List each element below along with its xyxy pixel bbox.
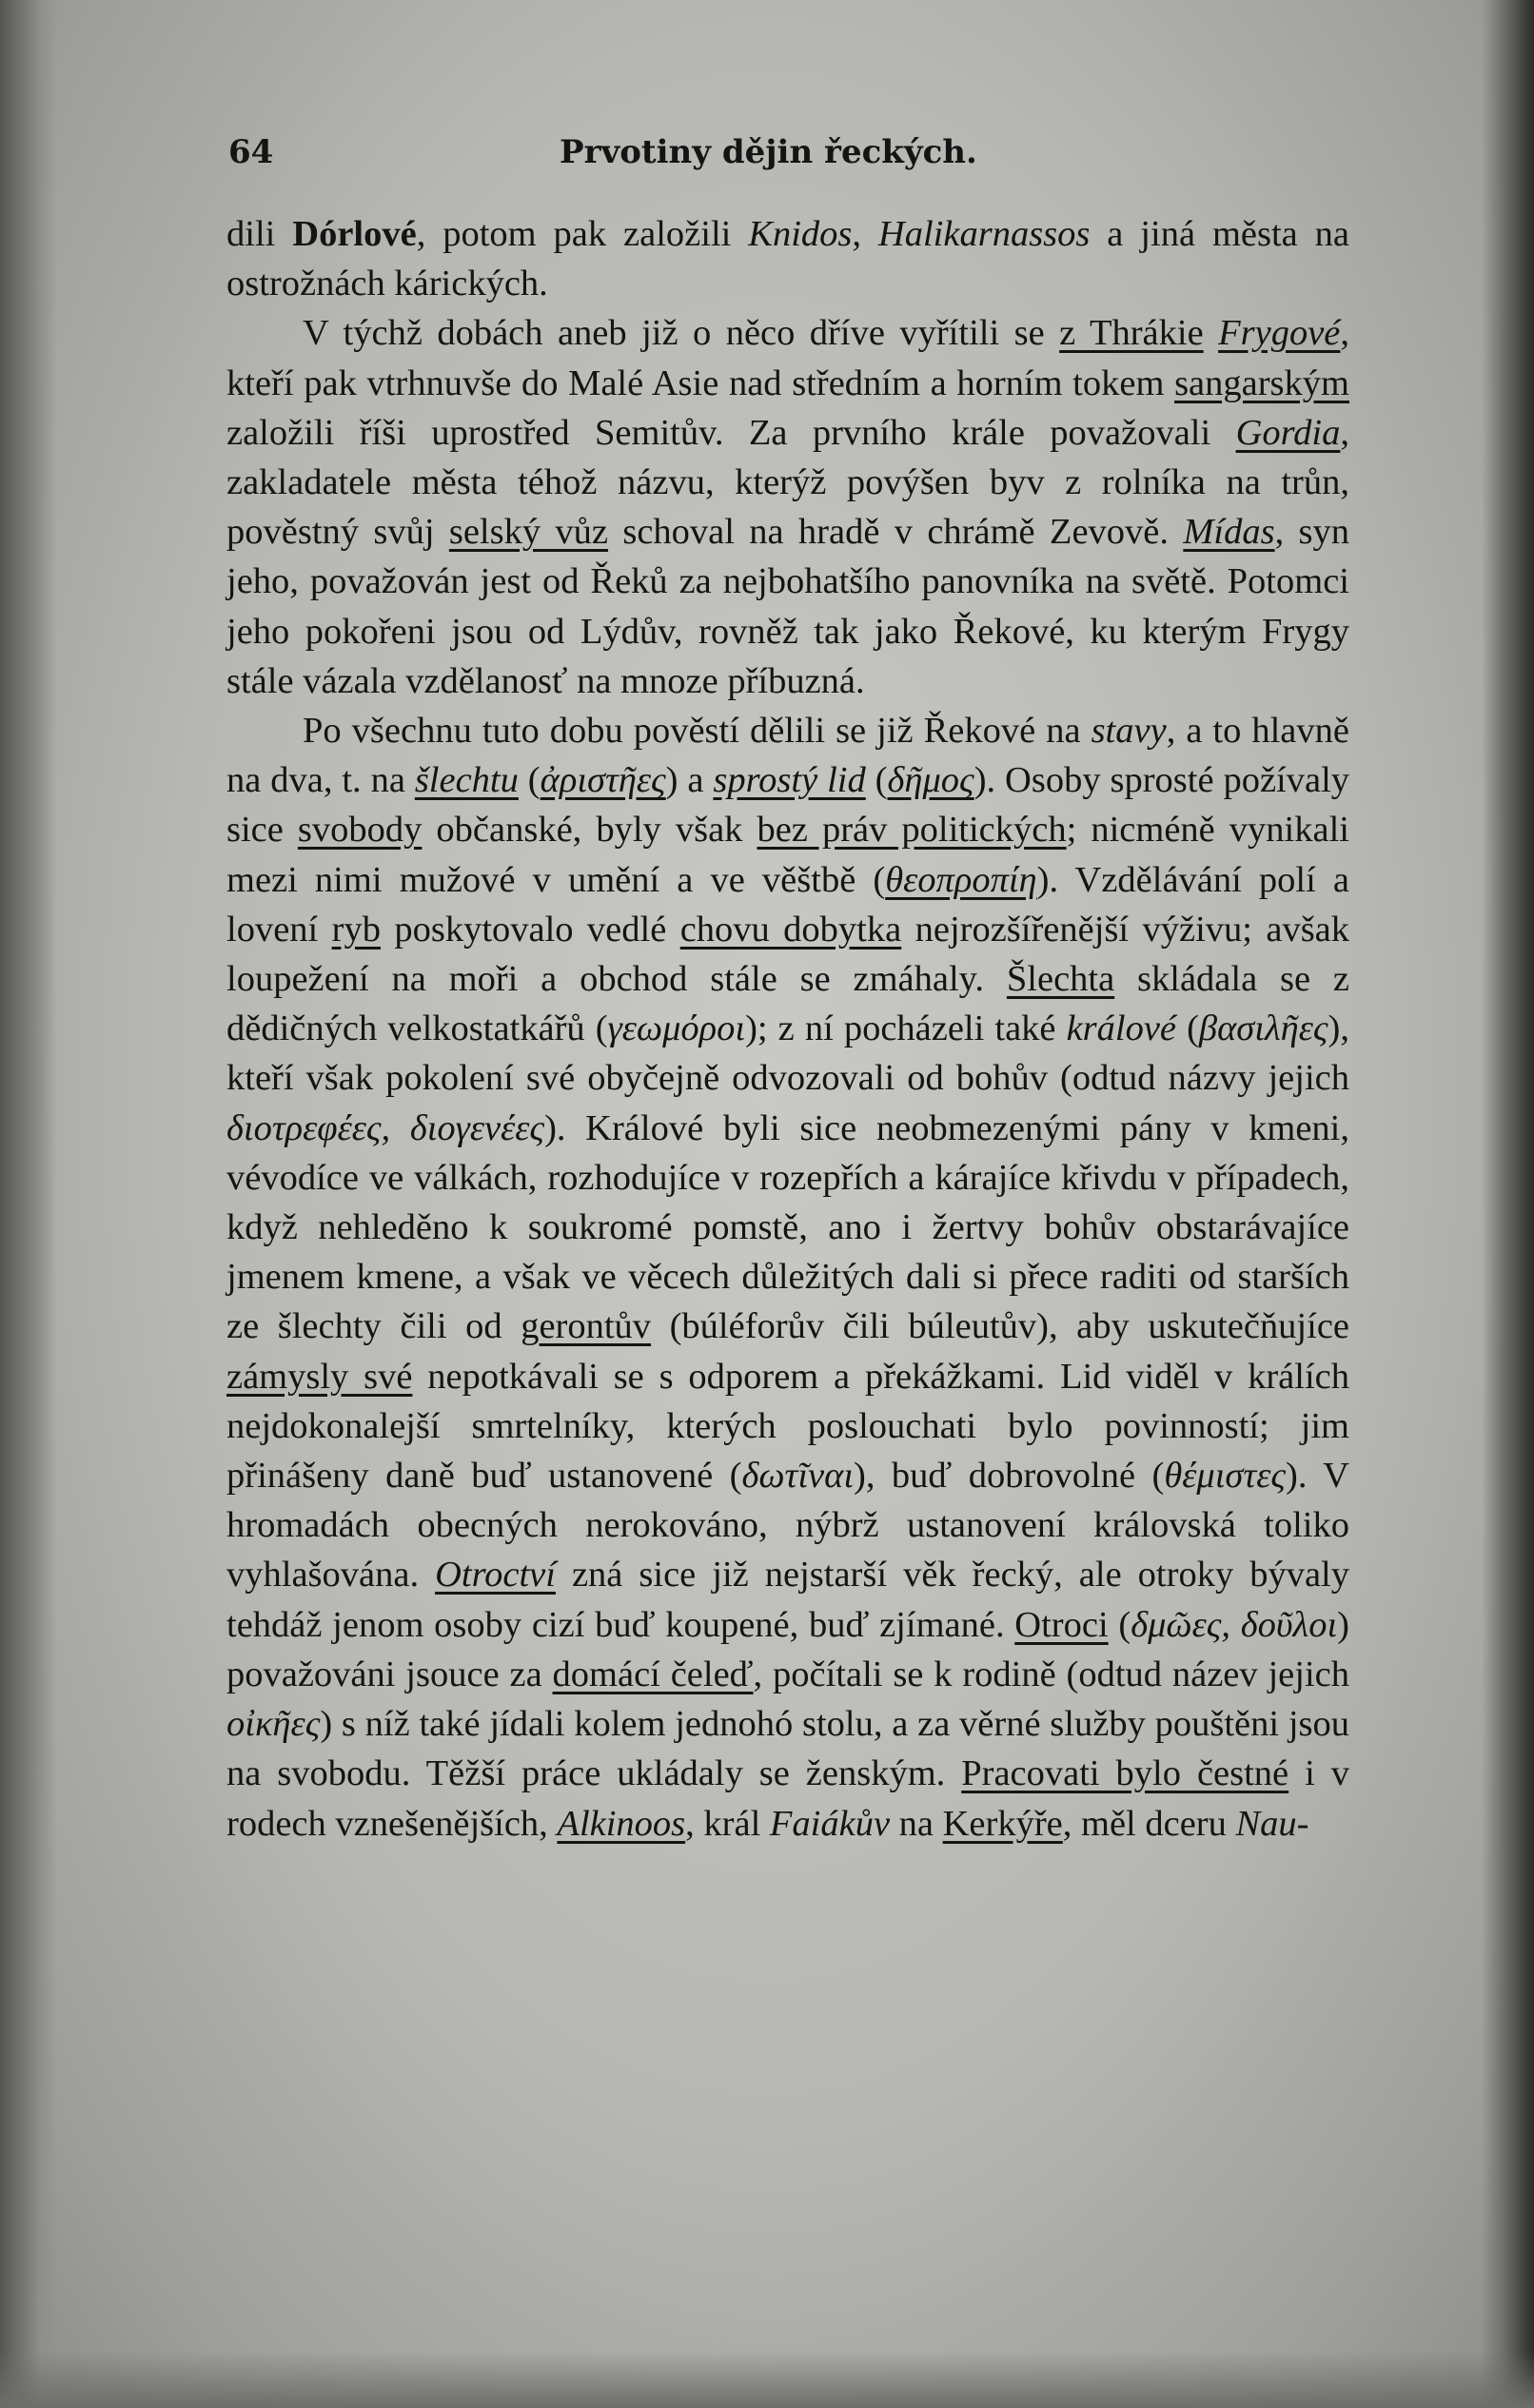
text-run: δωτῖναι <box>741 1456 855 1497</box>
text-run: , počítali se k rodině (odtud název jejich <box>753 1654 1350 1694</box>
text-run: i v rodech vznešenějších, <box>226 1753 1349 1844</box>
text-run: ( <box>1108 1604 1131 1645</box>
page-shadow-bottom <box>0 2351 1534 2408</box>
text-run: sangarským <box>1174 362 1349 403</box>
text-run: Knidos <box>748 214 853 254</box>
text-run: nejrozšířenější výživu; avšak loupežení na moři a obchod stále se zmáhaly. <box>226 909 1350 1000</box>
text-run: ) považováni jsouce za <box>226 1604 1349 1694</box>
text-run: δῆμος <box>887 760 974 801</box>
text-run: nepotkávali se s odporem a překážkami. Lid viděl v králích nejdokonalejší smrtelníky, kterých poslouchati bylo povinností; jim přinášeny daně buď ustanovené ( <box>226 1356 1349 1497</box>
text-run: Mídas <box>1183 512 1275 553</box>
text-run: ); z ní pocházeli také <box>745 1008 1067 1049</box>
text-run: ). Vzdělávání polí a lovení <box>226 859 1350 949</box>
text-run: βασιλῆες <box>1198 1008 1328 1049</box>
running-title: Prvotiny dějin řeckých. <box>560 133 977 171</box>
text-run: (búléforův čili búleutův), aby uskutečňujíce <box>651 1306 1350 1347</box>
text-run: dili <box>226 214 293 254</box>
text-run: , syn jeho, považován jest od Řeků za nejbohatšího panovníka na světě. Potomci jeho pokořeni jsou od Lýdův, rovněž tak jako Řekové, ku kterým Frygy stále vázala vzdělanosť na mnoze příbuzná. <box>226 512 1350 701</box>
text-run: poskytovalo vedlé <box>380 909 680 949</box>
text-run: , zakladatele města téhož názvu, kterýž povýšen byv z rolníka na trůn, pověstný svůj <box>226 412 1349 553</box>
text-run: stavy <box>1091 711 1167 752</box>
text-run: , potom pak založili <box>416 214 749 254</box>
text-run: na <box>890 1803 943 1844</box>
text-run: sprostý lid <box>713 760 866 801</box>
paragraph-2 <box>226 308 1349 706</box>
text-run: ). Osoby sprosté požívaly sice <box>226 760 1350 851</box>
text-run: ( <box>1176 1008 1199 1049</box>
text-run: Otroci <box>1014 1604 1109 1645</box>
text-run: občanské, byly však <box>422 810 757 851</box>
text-run: schoval na hradě v chrámě Zevově. <box>608 512 1184 553</box>
text-run: V týchž dobách aneb již o něco dříve vyřítili se <box>303 313 1060 354</box>
text-run: ) s níž také jídali kolem jednohó stolu, a za věrné služby pouštěni jsou na svobodu. Těžší práce ukládaly se ženským. <box>226 1704 1349 1794</box>
text-run: založili říši uprostřed Semitův. Za prvního krále považovali <box>226 412 1236 453</box>
text-run: Nau- <box>1235 1803 1309 1844</box>
text-run: chovu dobytka <box>679 909 902 949</box>
text-run: a jiná města na ostrožnách kárických. <box>226 214 1350 304</box>
text-run: , kteří pak vtrhnuvše do Malé Asie nad středním a horním tokem <box>226 313 1349 403</box>
text-run: gerontův <box>521 1306 652 1347</box>
text-run: , <box>852 214 878 254</box>
text-run: selský vůz <box>448 512 609 553</box>
paragraph-3 <box>226 706 1349 1849</box>
text-run: οἰκῆες <box>226 1704 321 1745</box>
text-run: ), buď dobrovolné ( <box>854 1456 1165 1497</box>
text-run: Frygové <box>1218 313 1341 354</box>
paragraph-1 <box>226 209 1349 308</box>
text-run: , měl dceru <box>1062 1803 1236 1844</box>
text-run: Gordia <box>1235 412 1341 453</box>
text-run: zná sice již nejstarší věk řecký, ale otroky bývaly tehdáž jenom osoby cizí buď koupené, buď zjímané. <box>226 1555 1349 1645</box>
text-run: ) a <box>665 760 714 801</box>
text-run: ( <box>518 760 541 801</box>
text-run: ). V hromadách obecných nerokováno, nýbrž ustanovení královská toliko vyhlašována. <box>226 1456 1349 1596</box>
text-run: Alkinoos <box>557 1803 686 1844</box>
page-shadow-right <box>1482 0 1534 2408</box>
body-text <box>226 209 1349 1849</box>
text-run: šlechtu <box>414 760 519 801</box>
text-run: Halikarnassos <box>877 214 1091 254</box>
text-run: θέμιστες <box>1164 1456 1286 1497</box>
text-run: bez práv politických <box>757 810 1067 851</box>
text-run: Po všechnu tuto dobu pověstí dělili se již Řekové na <box>303 711 1092 752</box>
page-number: 64 <box>228 133 274 171</box>
text-run: ἀριστῆες <box>540 760 666 801</box>
text-run: γεωμόροι <box>607 1008 746 1049</box>
text-run: ; nicméně vynikali mezi nimi mužové v umění a ve věštbě ( <box>226 810 1349 900</box>
text-run: ryb <box>331 909 381 949</box>
text-run: θεοπροπίη <box>885 859 1037 900</box>
text-run: ). Králové byli sice neobmezenými pány v kmeni, vévodíce ve válkách, rozhodujíce v rozepřích a kárajíce křivdu v případech, když nehleděno k soukromé pomstě, ano i žertvy bohův obstarávajíce jmenem kmene, a však ve věcech důležitých dali si přece raditi od starších ze šlechty čili od <box>226 1107 1349 1347</box>
page-content <box>226 133 1349 1849</box>
text-run: z Thrákie <box>1059 313 1204 354</box>
text-run: , a to hlavně na dva, t. na <box>226 711 1349 801</box>
text-run: διοτρεφέες, διογενέες <box>226 1107 545 1148</box>
text-run: skládala se z dědičných velkostatkářů ( <box>226 959 1349 1049</box>
text-run: Dórlové <box>292 214 417 254</box>
text-run: δμῶες, δοῦλοι <box>1131 1604 1338 1645</box>
text-run: ), kteří však pokolení své obyčejně odvozovali od bohův (odtud názvy jejich <box>226 1008 1349 1099</box>
text-run: domácí čeleď <box>552 1654 754 1694</box>
text-run: svobody <box>297 810 423 851</box>
page-shadow-left <box>0 0 57 2408</box>
page-header <box>226 133 1349 190</box>
text-run: Šlechta <box>1006 959 1115 1000</box>
text-run: Pracovati bylo čestné <box>961 1753 1289 1794</box>
text-run: Faiákův <box>769 1803 891 1844</box>
text-run: Otroctví <box>435 1555 556 1596</box>
text-run: králové <box>1066 1008 1177 1049</box>
text-run: ( <box>865 760 888 801</box>
text-run: , král <box>685 1803 770 1844</box>
text-run <box>1204 313 1218 353</box>
text-run: zámysly své <box>226 1356 413 1397</box>
text-run: Kerkýře <box>942 1803 1063 1844</box>
